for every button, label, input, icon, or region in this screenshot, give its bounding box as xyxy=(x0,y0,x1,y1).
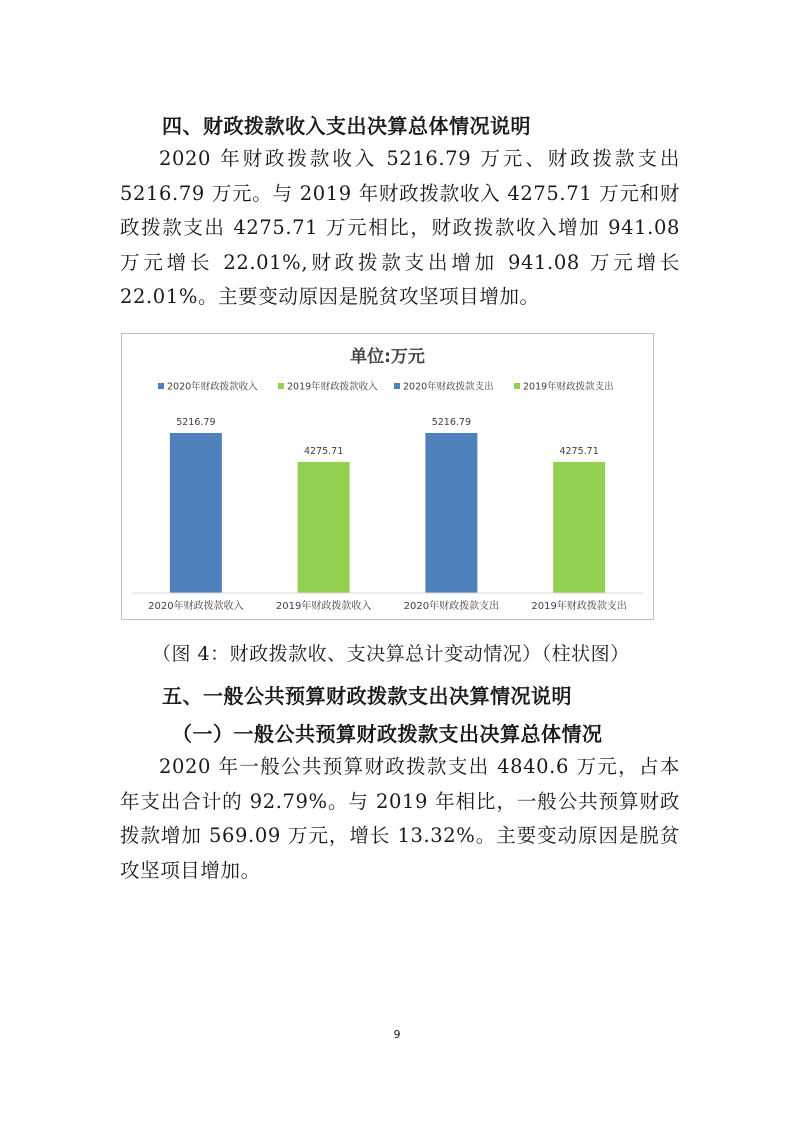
category-label: 2019年财政拨款收入 xyxy=(275,601,372,612)
bar-value-label: 4275.71 xyxy=(559,445,599,457)
bar-value-label: 4275.71 xyxy=(303,445,344,457)
category-label: 2019年财政拨款支出 xyxy=(531,601,627,612)
legend-label: 2020年财政拨款收入 xyxy=(167,381,258,393)
legend-label: 2019年财政拨款收入 xyxy=(287,381,378,393)
section-5-subheading: （一）一般公共预算财政拨款支出决算总体情况 xyxy=(172,722,603,746)
bar-value-label: 5216.79 xyxy=(176,417,216,429)
section-5-heading: 五、一般公共预算财政拨款支出决算情况说明 xyxy=(162,684,572,708)
section-4-heading: 四、财政拨款收入支出决算总体情况说明 xyxy=(162,114,531,138)
page-number: 9 xyxy=(393,1028,401,1041)
section-4-paragraph: 2020 年财政拨款收入 5216.79 万元、财政拨款支出 5216.79 万元。与 2019 年财政拨款收入 4275.71 万元和财政拨款支出 4275.71 万元相比，财政拨款收入增加 941.08 万元增长 22.01%,财政拨款支出增加 941.08 万元增长 22.01%。主要变动原因是脱贫攻坚项目增加。 xyxy=(120,147,680,308)
bar xyxy=(553,462,605,593)
legend-label: 2019年财政拨款支出 xyxy=(523,381,614,393)
section-5-paragraph: 2020 年一般公共预算财政拨款支出 4840.6 万元，占本年支出合计的 92.79%。与 2019 年相比，一般公共预算财政拨款增加 569.09 万元，增长 13.32%。主要变动原因是脱贫攻坚项目增加。 xyxy=(120,755,680,882)
legend-label: 2020年财政拨款支出 xyxy=(403,381,494,393)
legend-swatch xyxy=(514,383,520,389)
legend-swatch xyxy=(158,383,164,389)
bar-chart xyxy=(121,333,654,620)
bar xyxy=(298,462,350,593)
legend-swatch xyxy=(278,383,284,389)
bar-chart-svg xyxy=(122,334,653,619)
category-label: 2020年财政拨款收入 xyxy=(148,601,244,612)
bar-value-label: 5216.79 xyxy=(431,417,472,429)
category-label: 2020年财政拨款支出 xyxy=(403,601,500,612)
chart-title: 单位:万元 xyxy=(350,347,425,367)
bar xyxy=(170,433,222,593)
legend-swatch xyxy=(394,383,400,389)
figure-caption: （图 4：财政拨款收、支决算总计变动情况）（柱状图） xyxy=(152,643,630,665)
bar xyxy=(425,433,477,593)
